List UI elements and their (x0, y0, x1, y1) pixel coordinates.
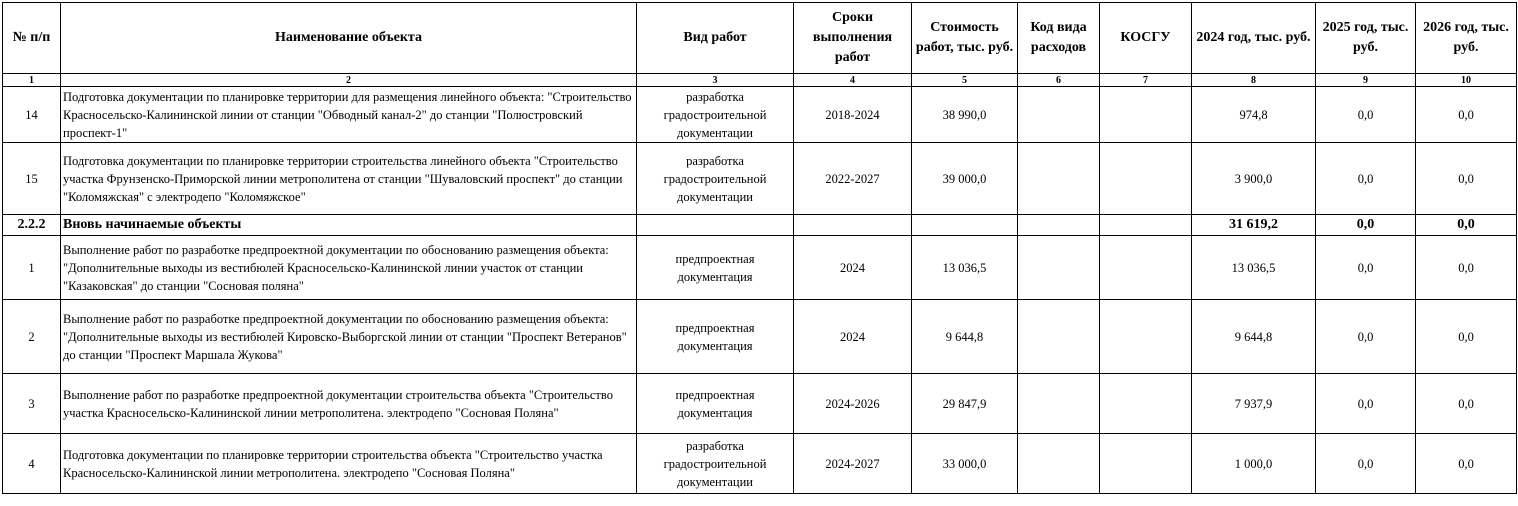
row-code (1018, 374, 1100, 434)
row-kosgu (1100, 236, 1192, 300)
section-title: Вновь начинаемые объекты (61, 215, 637, 236)
row-work: разработка градостроительной документации (637, 434, 794, 494)
row-2026: 0,0 (1416, 236, 1517, 300)
row-2024: 13 036,5 (1192, 236, 1316, 300)
table-row (3, 300, 1517, 374)
row-2025: 0,0 (1316, 374, 1416, 434)
col-number: 10 (1416, 74, 1517, 87)
row-name: Выполнение работ по разработке предпроектной документации строительства объекта "Строительство участка Красносельско-Калининской линии метрополитена. электродепо "Сосновая Поляна" (61, 374, 637, 434)
row-period: 2024 (794, 236, 912, 300)
col-number: 2 (61, 74, 637, 87)
row-work: разработка градостроительной документации (637, 87, 794, 143)
row-num: 2 (3, 300, 61, 374)
row-cost: 9 644,8 (912, 300, 1018, 374)
row-2025: 0,0 (1316, 236, 1416, 300)
row-num: 14 (3, 87, 61, 143)
row-2024: 9 644,8 (1192, 300, 1316, 374)
row-code (1018, 434, 1100, 494)
empty-cell (1100, 215, 1192, 236)
header-2025: 2025 год, тыс. руб. (1316, 3, 1416, 74)
table-row (3, 87, 1517, 143)
row-2025: 0,0 (1316, 434, 1416, 494)
empty-cell (912, 215, 1018, 236)
row-work: предпроектная документация (637, 300, 794, 374)
row-code (1018, 236, 1100, 300)
row-num: 4 (3, 434, 61, 494)
col-number: 5 (912, 74, 1018, 87)
row-2025: 0,0 (1316, 87, 1416, 143)
row-cost: 13 036,5 (912, 236, 1018, 300)
row-kosgu (1100, 300, 1192, 374)
row-2024: 1 000,0 (1192, 434, 1316, 494)
row-name: Подготовка документации по планировке территории строительства линейного объекта "Строительство участка Фрунзенско-Приморской линии метрополитена от станции "Шуваловский проспект" до станции "Коломяжская" с электродепо "Коломяжское" (61, 143, 637, 215)
row-code (1018, 87, 1100, 143)
row-kosgu (1100, 434, 1192, 494)
header-code: Код вида расходов (1018, 3, 1100, 74)
row-2026: 0,0 (1416, 87, 1517, 143)
row-cost: 38 990,0 (912, 87, 1018, 143)
row-work: предпроектная документация (637, 236, 794, 300)
row-period: 2024 (794, 300, 912, 374)
row-name: Выполнение работ по разработке предпроектной документации по обоснованию размещения объекта: "Дополнительные выходы из вестибюлей Кировско-Выборгской линии от станции "Проспект Ветеранов" до станции "Проспект Маршала Жукова" (61, 300, 637, 374)
row-code (1018, 143, 1100, 215)
row-2024: 7 937,9 (1192, 374, 1316, 434)
budget-table (2, 2, 1517, 494)
col-number: 4 (794, 74, 912, 87)
empty-cell (637, 215, 794, 236)
row-num: 1 (3, 236, 61, 300)
row-period: 2024-2027 (794, 434, 912, 494)
col-number: 8 (1192, 74, 1316, 87)
row-2026: 0,0 (1416, 374, 1517, 434)
header-kosgu: КОСГУ (1100, 3, 1192, 74)
row-2025: 0,0 (1316, 143, 1416, 215)
col-number: 3 (637, 74, 794, 87)
header-2026: 2026 год, тыс. руб. (1416, 3, 1517, 74)
column-number-row (3, 74, 1517, 87)
row-2024: 974,8 (1192, 87, 1316, 143)
row-num: 15 (3, 143, 61, 215)
row-name: Подготовка документации по планировке территории для размещения линейного объекта: "Строительство Красносельско-Калининской линии от станции "Обводный канал-2" до станции "Полюстровский проспект-1" (61, 87, 637, 143)
section-num: 2.2.2 (3, 215, 61, 236)
table-row (3, 143, 1517, 215)
header-cost: Стоимость работ, тыс. руб. (912, 3, 1018, 74)
empty-cell (794, 215, 912, 236)
col-number: 7 (1100, 74, 1192, 87)
section-2025: 0,0 (1316, 215, 1416, 236)
row-kosgu (1100, 374, 1192, 434)
section-2026: 0,0 (1416, 215, 1517, 236)
row-num: 3 (3, 374, 61, 434)
row-name: Подготовка документации по планировке территории строительства объекта "Строительство участка Красносельско-Калининской линии метрополитена. электродепо "Сосновая Поляна" (61, 434, 637, 494)
table-row (3, 236, 1517, 300)
header-name: Наименование объекта (61, 3, 637, 74)
row-period: 2018-2024 (794, 87, 912, 143)
header-row (3, 3, 1517, 74)
table-row (3, 374, 1517, 434)
row-2024: 3 900,0 (1192, 143, 1316, 215)
row-work: разработка градостроительной документации (637, 143, 794, 215)
section-2024: 31 619,2 (1192, 215, 1316, 236)
row-kosgu (1100, 143, 1192, 215)
row-name: Выполнение работ по разработке предпроектной документации по обоснованию размещения объекта: "Дополнительные выходы из вестибюлей Красносельско-Калининской линии участок от станции "Казаковская" до станции "Сосновая поляна" (61, 236, 637, 300)
row-kosgu (1100, 87, 1192, 143)
header-num: № п/п (3, 3, 61, 74)
row-2025: 0,0 (1316, 300, 1416, 374)
col-number: 9 (1316, 74, 1416, 87)
header-work: Вид работ (637, 3, 794, 74)
table-row (3, 434, 1517, 494)
row-cost: 39 000,0 (912, 143, 1018, 215)
row-work: предпроектная документация (637, 374, 794, 434)
header-period: Сроки выполнения работ (794, 3, 912, 74)
row-period: 2024-2026 (794, 374, 912, 434)
header-2024: 2024 год, тыс. руб. (1192, 3, 1316, 74)
row-2026: 0,0 (1416, 434, 1517, 494)
row-period: 2022-2027 (794, 143, 912, 215)
row-cost: 29 847,9 (912, 374, 1018, 434)
section-row (3, 215, 1517, 236)
col-number: 1 (3, 74, 61, 87)
empty-cell (1018, 215, 1100, 236)
row-2026: 0,0 (1416, 300, 1517, 374)
col-number: 6 (1018, 74, 1100, 87)
row-2026: 0,0 (1416, 143, 1517, 215)
row-code (1018, 300, 1100, 374)
row-cost: 33 000,0 (912, 434, 1018, 494)
